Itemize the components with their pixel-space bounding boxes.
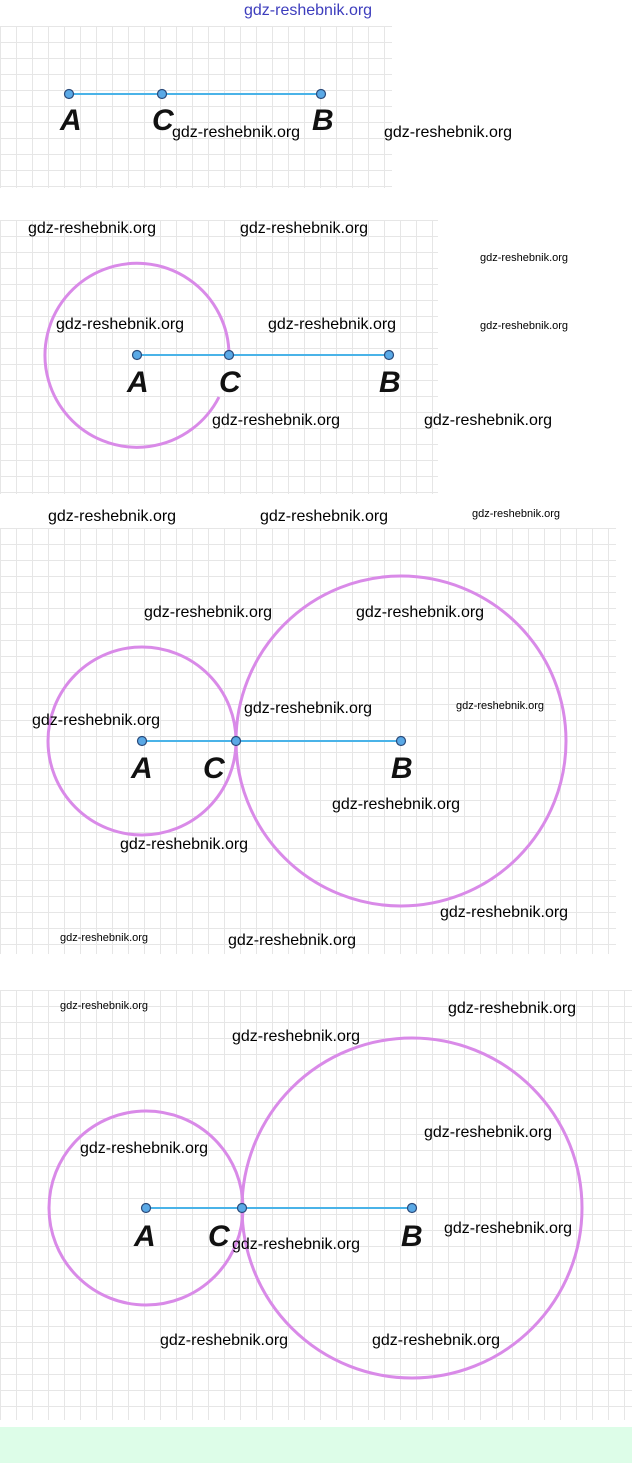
watermark: gdz-reshebnik.org [444, 1220, 573, 1237]
label-B: B [379, 366, 401, 399]
watermark: gdz-reshebnik.org [144, 604, 273, 621]
watermark: gdz-reshebnik.org [240, 220, 369, 237]
watermark: gdz-reshebnik.org [480, 320, 569, 332]
label-C: C [152, 104, 174, 137]
watermark: gdz-reshebnik.org [172, 124, 301, 141]
watermark: gdz-reshebnik.org [440, 904, 569, 921]
label-B: B [401, 1220, 423, 1253]
label-A: A [60, 104, 82, 137]
watermark: gdz-reshebnik.org [120, 836, 249, 853]
label-C: C [219, 366, 241, 399]
watermark: gdz-reshebnik.org [80, 1140, 209, 1157]
label-A: A [127, 366, 149, 399]
watermark: gdz-reshebnik.org [160, 1332, 289, 1349]
watermark: gdz-reshebnik.org [28, 220, 157, 237]
watermark: gdz-reshebnik.org [448, 1000, 577, 1017]
label-B: B [391, 752, 413, 785]
watermark: gdz-reshebnik.org [424, 412, 553, 429]
watermark: gdz-reshebnik.org [56, 316, 185, 333]
watermark: gdz-reshebnik.org [60, 1000, 149, 1012]
label-C: C [203, 752, 225, 785]
watermark: gdz-reshebnik.org [332, 796, 461, 813]
footer-band [0, 1427, 632, 1463]
watermark: gdz-reshebnik.org [472, 508, 561, 520]
watermark: gdz-reshebnik.org [244, 700, 373, 717]
watermark: gdz-reshebnik.org [384, 124, 513, 141]
watermark: gdz-reshebnik.org [480, 252, 569, 264]
site-watermark-top: gdz-reshebnik.org [244, 2, 373, 19]
watermark: gdz-reshebnik.org [232, 1028, 361, 1045]
watermark: gdz-reshebnik.org [268, 316, 397, 333]
watermark: gdz-reshebnik.org [60, 932, 149, 944]
label-C: C [208, 1220, 230, 1253]
watermark: gdz-reshebnik.org [260, 508, 389, 525]
point-A [142, 1204, 151, 1213]
label-A: A [131, 752, 153, 785]
point-C [238, 1204, 247, 1213]
watermark: gdz-reshebnik.org [356, 604, 485, 621]
point-B [408, 1204, 417, 1213]
watermark: gdz-reshebnik.org [456, 700, 545, 712]
watermark: gdz-reshebnik.org [232, 1236, 361, 1253]
watermark: gdz-reshebnik.org [212, 412, 341, 429]
watermark: gdz-reshebnik.org [48, 508, 177, 525]
watermark: gdz-reshebnik.org [32, 712, 161, 729]
watermark: gdz-reshebnik.org [372, 1332, 501, 1349]
watermark: gdz-reshebnik.org [228, 932, 357, 949]
label-A: A [134, 1220, 156, 1253]
watermark: gdz-reshebnik.org [424, 1124, 553, 1141]
label-B: B [312, 104, 334, 137]
